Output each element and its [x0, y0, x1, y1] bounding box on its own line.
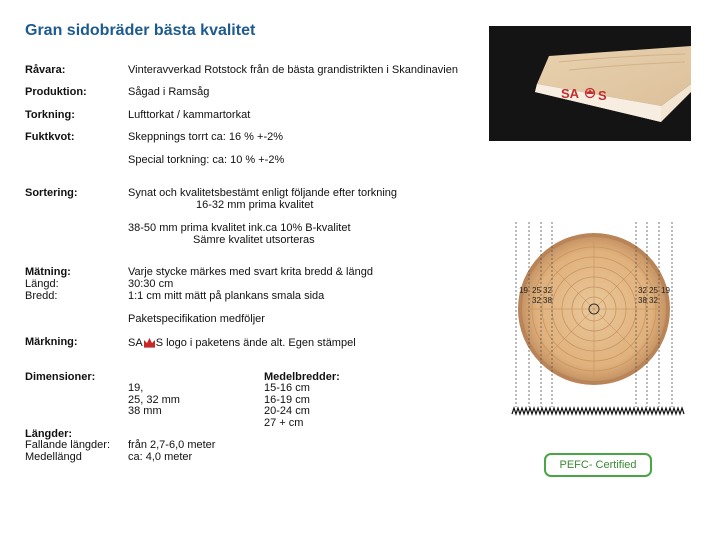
markning-logo-pre: SA	[128, 337, 143, 349]
torkning-label: Torkning:	[25, 109, 75, 121]
medelbredd-item: 16-19 cm	[264, 394, 310, 406]
medellangd-label: Medellängd	[25, 451, 82, 463]
fuktkvot-value-1: Skeppnings torrt ca: 16 % +-2%	[128, 131, 283, 143]
saw-blade-icon	[512, 408, 684, 414]
sortering-line-3: 38-50 mm prima kvalitet ink.ca 10% B-kvalitet	[128, 222, 351, 234]
log-label: 32	[638, 286, 647, 295]
log-label: 19	[519, 286, 528, 295]
dimensioner-label: Dimensioner:	[25, 371, 96, 383]
langd-value: 30:30 cm	[128, 278, 174, 290]
log-label: 32	[649, 296, 658, 305]
log-label: 38	[638, 296, 647, 305]
log-label: 32	[532, 296, 541, 305]
fuktkvot-label: Fuktkvot:	[25, 131, 75, 143]
markning-logo-post: S logo i paketens ände alt. Egen stämpel	[155, 337, 356, 349]
pefc-badge: PEFC- Certified	[544, 453, 652, 477]
sortering-line-4: Sämre kvalitet utsorteras	[193, 234, 315, 246]
fallande-value: från 2,7-6,0 meter	[128, 439, 216, 451]
markning-label: Märkning:	[25, 336, 78, 348]
bredd-value: 1:1 cm mitt mätt på plankans smala sida	[128, 290, 325, 302]
medelbredd-item: 27 + cm	[264, 417, 304, 429]
log-label: 19	[661, 286, 670, 295]
sortering-line-1: Synat och kvalitetsbestämt enligt följande efter torkning	[128, 187, 398, 199]
matning-value: Varje stycke märkes med svart krita bredd & längd	[128, 266, 373, 278]
dimension-item: 25, 32 mm	[128, 394, 180, 406]
markning-value	[128, 336, 356, 349]
langd-label: Längd:	[25, 278, 59, 290]
ravara-value: Vinteravverkad Rotstock från de bästa grandistrikten i Skandinavien	[128, 64, 458, 76]
produktion-label: Produktion:	[25, 86, 87, 98]
crown-icon	[143, 336, 156, 348]
log-label: 32	[543, 286, 552, 295]
sortering-line-2: 16-32 mm prima kvalitet	[196, 199, 314, 211]
medelbredder-label: Medelbredder:	[264, 371, 340, 383]
torkning-value: Lufttorkat / kammartorkat	[128, 109, 251, 121]
page-title: Gran sidobräder bästa kvalitet	[25, 22, 256, 39]
sortering-label: Sortering:	[25, 187, 78, 199]
fuktkvot-value-2: Special torkning: ca: 10 % +-2%	[128, 154, 285, 166]
stamp-text-right: S	[598, 88, 607, 103]
log-label: 38	[543, 296, 552, 305]
bredd-label: Bredd:	[25, 290, 58, 302]
log-cross-section	[510, 222, 690, 422]
paket-text: Paketspecifikation medföljer	[128, 313, 265, 325]
produktion-value: Sågad i Ramsåg	[128, 86, 210, 98]
dimension-item: 19,	[128, 382, 144, 394]
board-photo	[489, 26, 691, 141]
langder-label: Längder:	[25, 428, 73, 440]
stamp-text-left: SA	[561, 86, 580, 101]
medelbredd-item: 20-24 cm	[264, 405, 310, 417]
log-label: 25	[649, 286, 658, 295]
dimension-item: 38 mm	[128, 405, 162, 417]
medellangd-value: ca: 4,0 meter	[128, 451, 193, 463]
medelbredd-item: 15-16 cm	[264, 382, 310, 394]
fallande-label: Fallande längder:	[25, 439, 111, 451]
matning-label: Mätning:	[25, 266, 71, 278]
ravara-label: Råvara:	[25, 64, 66, 76]
log-label: 25	[532, 286, 541, 295]
